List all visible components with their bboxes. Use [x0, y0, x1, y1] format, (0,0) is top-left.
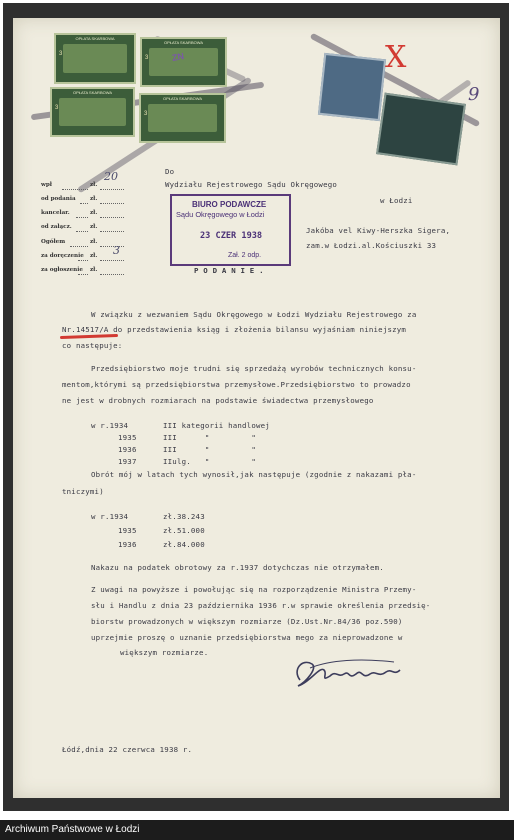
revenue-stamp: OPŁATA SKARBOWA 3 ZN	[140, 37, 227, 87]
category-year: w r.1934	[91, 421, 129, 430]
paragraph-line: mentom,którymi są przedsiębiorstwa przemysłowe.Przedsiębiorstwo to prowadzo	[62, 380, 411, 389]
paragraph-line: Nr.14517/A do przedstawienia ksiąg i złożenia bilansu wyjaśniam niniejszym	[62, 325, 407, 334]
fee-stamp	[376, 93, 466, 166]
paragraph-line: biorstw prowadzonych w większym rozmiarze (Dz.Ust.Nr.84/36 poz.590)	[91, 617, 403, 626]
paragraph-line: ne jest w drobnych rozmiarach na podstawie świadectwa przemysłowego	[62, 396, 374, 405]
addressee: Wydziału Rejestrowego Sądu Okręgowego	[165, 180, 338, 189]
sender-address: zam.w Łodzi.al.Kościuszki 33	[306, 241, 437, 250]
registry-label: za ogłoszenie	[41, 267, 83, 273]
paragraph-line: Nakazu na podatek obrotowy za r.1937 dotychczas nie otrzymałem.	[91, 563, 384, 572]
category-year: 1936	[118, 445, 137, 454]
registry-label: od podania	[41, 196, 76, 202]
revenue-stamp: OPŁATA SKARBOWA 3	[54, 33, 136, 84]
registry-value: 3	[113, 244, 120, 257]
registry-value: 20	[104, 170, 118, 183]
revenue-stamp: OPŁATA SKARBOWA 3	[50, 87, 135, 137]
registry-label: za doręczenie	[41, 253, 84, 259]
category-value: III kategorii handlowej	[163, 421, 270, 430]
archive-caption: Archiwum Państwowe w Łodzi	[0, 820, 514, 840]
turnover-year: 1936	[118, 540, 137, 549]
category-value: IIulg. " "	[163, 457, 256, 466]
received-stamp: BIURO PODAWCZE Sądu Okręgowego w Łodzi 23 CZER 1938 Zał. 2 odp.	[170, 194, 291, 266]
turnover-year: 1935	[118, 526, 137, 535]
turnover-amount: zł.38.243	[163, 512, 205, 521]
page-number: 9	[468, 84, 480, 105]
paragraph-line: większym rozmiarze.	[120, 648, 209, 657]
registry-label: od załącz.	[41, 224, 72, 230]
document-title: P O D A N I E .	[194, 266, 264, 275]
letter-do: Do	[165, 167, 175, 176]
category-value: III " "	[163, 445, 256, 454]
revenue-stamp: OPŁATA SKARBOWA 3	[139, 93, 226, 143]
turnover-amount: zł.51.000	[163, 526, 205, 535]
registry-label: kancelar.	[41, 210, 70, 216]
paragraph-line: Obrót mój w latach tych wynosił,jak następuje (zgodnie z nakazami pła-	[91, 470, 417, 479]
paragraph-line: W związku z wezwaniem Sądu Okręgowego w Łodzi Wydziału Rejestrowego za	[91, 310, 417, 319]
addressee-city: w Łodzi	[380, 196, 413, 205]
category-year: 1935	[118, 433, 137, 442]
registry-label: Ogółem	[41, 239, 66, 245]
paragraph-line: uprzejmie proszę o uznanie przedsiębiorstwa mego za nieprowadzone w	[91, 633, 403, 642]
category-value: III " "	[163, 433, 256, 442]
date-line: Łódź,dnia 22 czerwca 1938 r.	[62, 745, 193, 754]
turnover-year: w r.1934	[91, 512, 129, 521]
paragraph-line: tniczymi)	[62, 487, 104, 496]
paragraph-line: Z uwagi na powyższe i powołując się na rozporządzenie Ministra Przemy-	[91, 585, 417, 594]
turnover-amount: zł.84.000	[163, 540, 205, 549]
paragraph-line: Przedsiębiorstwo moje trudni się sprzedażą wyrobów technicznych konsu-	[91, 364, 417, 373]
paragraph-line: słu i Handlu z dnia 23 października 1936 r.w sprawie określenia przedsię-	[91, 601, 431, 610]
sender-name: Jakóba vel Kiwy-Herszka Sigera,	[306, 226, 451, 235]
category-year: 1937	[118, 457, 137, 466]
red-mark: X	[385, 40, 407, 75]
paragraph-line: co następuje:	[62, 341, 123, 350]
signature	[290, 652, 412, 692]
fee-stamp	[318, 53, 386, 121]
registry-label: wpł	[41, 182, 52, 188]
